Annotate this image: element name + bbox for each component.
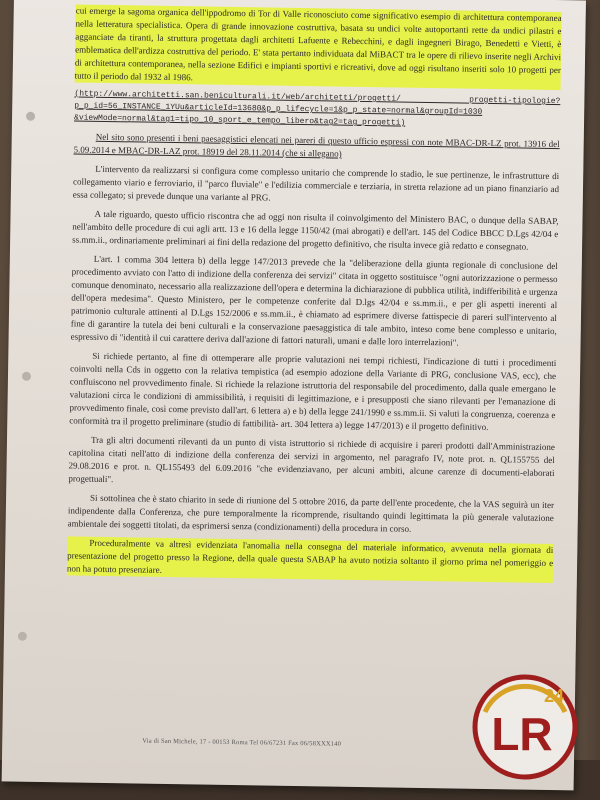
document-body bbox=[67, 4, 562, 589]
paragraph-intervento: L'intervento da realizzarsi si configura come complesso unitario che comprende lo stadio, le sue pertinenze, le infrastrutture di collegamento viario e ferroviario, il "parco fluviale" e l'edilizia commerciale e terziaria, in stretta relazione ad un piano finanziario ad essa collegato; si prevede dunque una variante al PRG. bbox=[72, 163, 560, 203]
paragraph-legge-147: L'art. 1 comma 304 lettera b) della legge 147/2013 prevede che la "deliberazione della giunta regionale di conclusione del procedimento avviato con l'atto di indizione della conferenza dei servizi" citata in oggetto sostituisce "ogni autorizzazione o permesso comunque denominato, necessario alla realizzazione dell'opera e determina la dichiarazione di pubblica utilità, indifferibilità e urgenza dell'opera medesima". Questo Ministero, per le competenze conferite dal D.lgs 42/04 e ss.mm.ii., e per gli aspetti inerenti al patrimonio culturale attinenti al D.Lgs 152/2006 e ss.mm.ii., è chiamato ad esprimere diverse fattispecie di pareri sull'intervento al fine di garantire la tutela dei beni culturali e la conservazione paesaggistica di tale ambito, inteso come bene complesso e unitario, espressivo di "identità il cui carattere deriva dall'azione di fattori naturali, umani e dalle loro interrelazioni". bbox=[70, 253, 558, 348]
logo-number: 24 bbox=[543, 686, 565, 706]
paragraph-richiesta: Si richiede pertanto, al fine di ottemperare alle proprie valutazioni nei tempi richiesti, l'indicazione di tutti i procedimenti coinvolti nella Cds in oggetto con la relativa tempistica (ad esempio adozione della Variante di PRG, conclusione VAS, ecc), che confluiscono nel provvedimento finale. Si richiede la relazione istruttoria del responsabile del procedimento, dalla quale emergano le valutazioni circa le condizioni di ammissibilità, i requisiti di legittimazione, e i presupposti che siano rilevanti per l'emanazione di provvedimento finale, così come previsto dall'art. 6 lettera a) e b) della legge 241/1990 e ss.mm.ii. Si valuti la congruenza, coerenza e conformità tra il progetto preliminare (studio di fattibilità- art. 304 lettera a) legge 147/2013) e il progetto definitivo. bbox=[69, 350, 557, 433]
paragraph-anomalia: Proceduralmente va altresì evidenziata l'anomalia nella consegna del materiale informatico, avvenuta nella giornata di presentazione del progetto presso la Regione, della quale questa SABAP ha avuto notizia soltanto il giorno prima nel pomeriggio e non ha potuto presenziare. bbox=[67, 536, 554, 583]
paragraph-ippodromo: cui emerge la sagoma organica dell'ippodromo di Tor di Valle riconosciuto come significativo esempio di architettura contemporanea nella letteratura specialistica. Opera di grande innovazione costruttiva, basata su undici volte autoportanti rette da undici pilastri e agganciate da tiranti, la struttura progettata dagli architetti Lafuente e Rebecchini, e dagli ingegneri Birago, Benedetti e Vietti, è emblematica dell'ardizza costruttiva del periodo. E' stata pertanto individuata dal MiBACT tra le opere di rilievo inserite negli Archivi di architettura contemporanea, nella sezione Edifici e impianti sportivi e ricreativi, dove ad oggi risultano inseriti solo 10 progetti per tutto il periodo dal 1932 al 1986. bbox=[75, 4, 562, 90]
paragraph-riguardo: A tale riguardo, questo ufficio riscontra che ad oggi non risulta il coinvolgimento del Ministero BAC, o dunque della SABAP, nell'ambito delle procedure di cui agli artt. 13 e 16 della legge 1150/42 (mai abrogati) e dell'art. 145 del Codice BBCC D.Lgs 42/04 e ss.mm.ii., ordinariamente preliminari ai fini della redazione del progetto definitivo, che risulta invece già redatto e consegnato. bbox=[72, 208, 559, 252]
paragraph-beni-paesaggistici: Nel sito sono presenti i beni paesaggistici elencati nei pareri di questo ufficio espressi con note MBAC-DR-LZ prot. 13916 del 5.09.2014 e MBAC-DR-LAZ prot. 18919 del 28.11.2014 (che si allegano) bbox=[73, 131, 560, 159]
paragraph-vas: Si sottolinea che è stato chiarito in sede di riunione del 5 ottobre 2016, da parte dell'ente procedente, che la VAS seguirà un iter indipendente dalla Conferenza, che pure temporalmente la ricomprende, risultando quindi legittimata la più generale valutazione ambientale dei soggetti titolati, da esprimersi senza (condizionamenti) della procedura in corso. bbox=[67, 492, 555, 534]
logo-letters: LR bbox=[491, 708, 553, 760]
paragraph-documenti: Tra gli altri documenti rilevanti da un punto di vista istruttorio si richiede di acquisire i pareri prodotti dall'Amministrazione capitolina citati nell'atto di indizione della conferenza dei servizi in argomento, nel paragrafo IV, note prot. n. QL155755 del 29.08.2016 e prot. n. QL155493 del 6.09.2016 "che evidenziavano, per alcuni ambiti, alcune carenze di documenti-elaborati progettuali". bbox=[68, 434, 556, 485]
reference-link[interactable]: (http://www.architetti.san.beniculturali.it/web/architetti/progetti/ progetti-tipologie?p_p_id=56_INSTANCE_1YUu&articleId=13680&p_p_lifecycle=1&p_p_state=normal&groupId=1030 &viewMode=normal&tag1=tipo_10_sport_e_tempo_libero&tag2=tag_progetti) bbox=[73, 89, 561, 128]
lr24-logo bbox=[470, 672, 580, 782]
punch-holes bbox=[16, 0, 40, 782]
letterhead-footer: Via di San Michele, 17 - 00153 Roma Tel 06/67231 Fax 06/58XXX140 bbox=[142, 737, 342, 748]
